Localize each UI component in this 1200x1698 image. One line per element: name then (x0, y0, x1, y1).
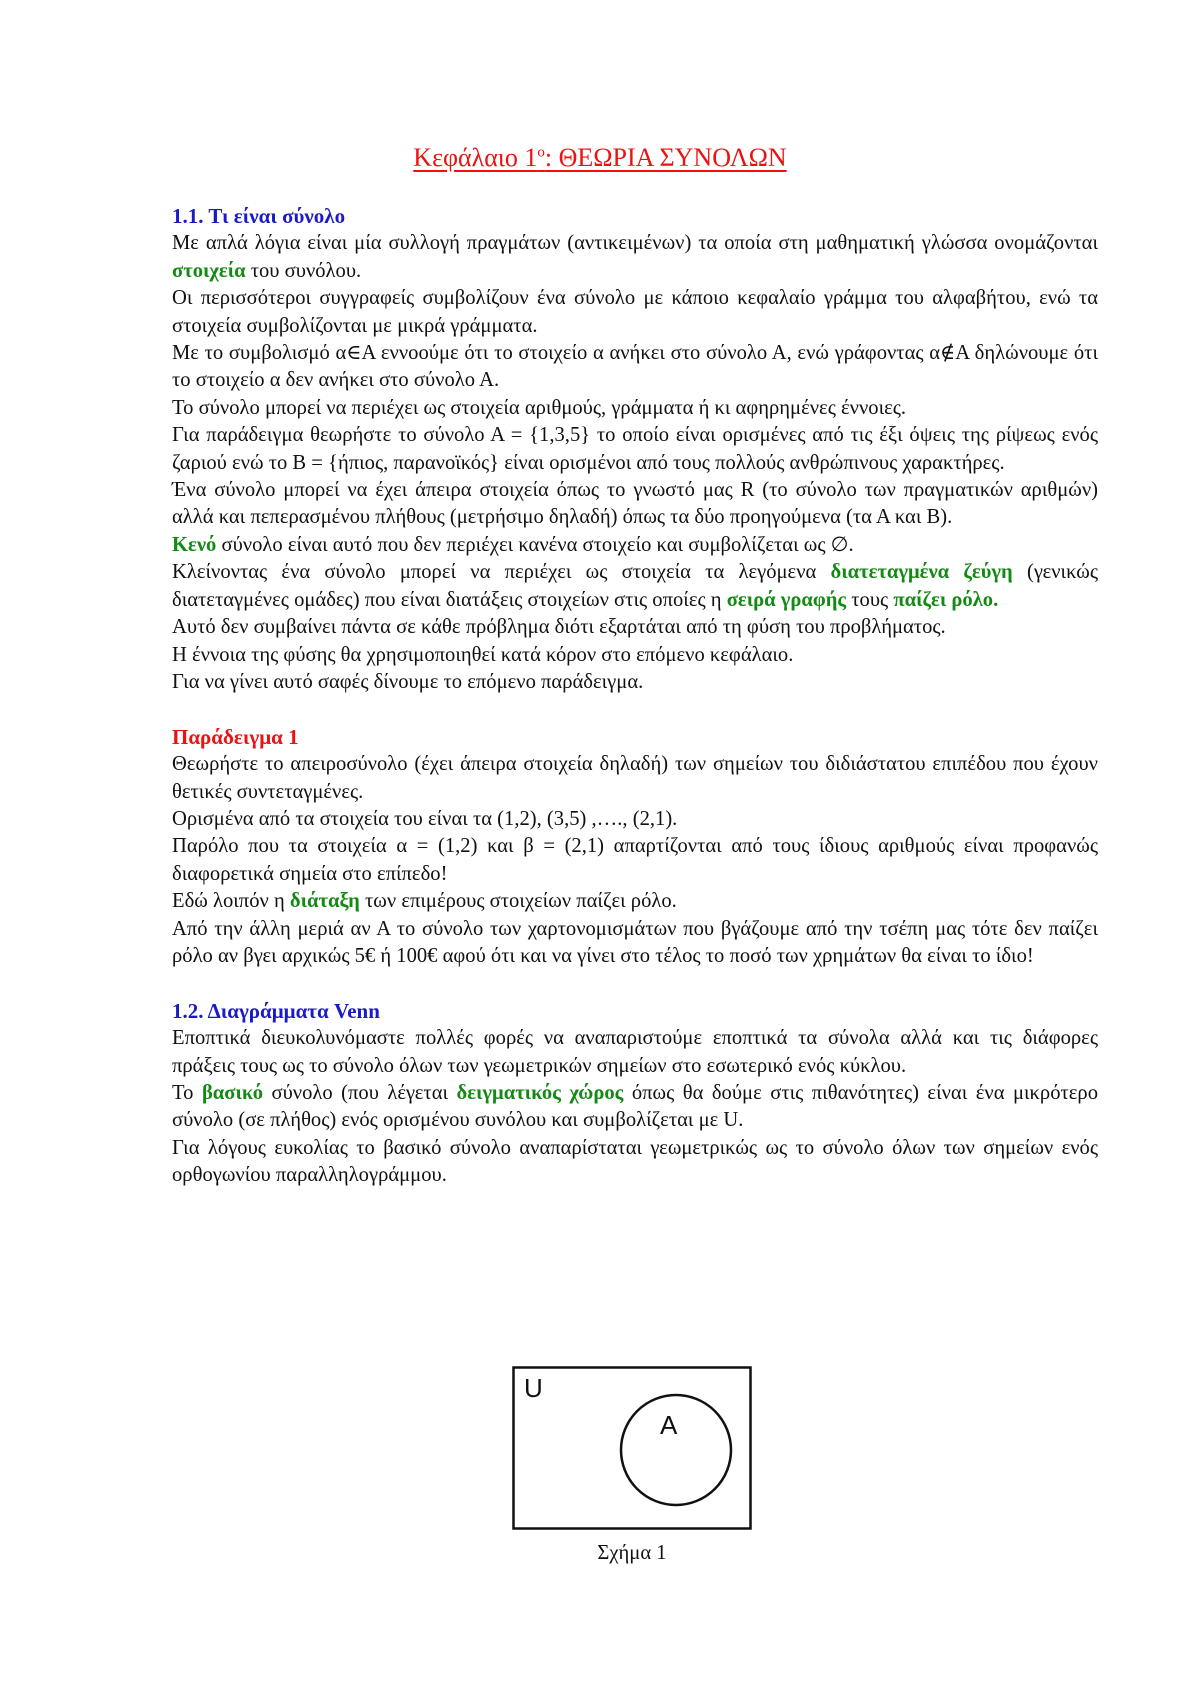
text-run: Με απλά λόγια είναι μία συλλογή πραγμάτων (αντικειμένων) τα οποία στη μαθηματική γλώσσα ονομάζονται (172, 232, 1098, 255)
paragraph: Ένα σύνολο μπορεί να έχει άπειρα στοιχεία όπως το γνωστό μας R (το σύνολο των πραγματικών αριθμών) αλλά και πεπερασμένου πλήθους (μετρήσιμο δηλαδή) όπως τα δύο προηγούμενα (τα Α και Β). (172, 479, 1098, 529)
chapter-title-ordinal: ο (537, 144, 545, 161)
chapter-title-suffix: : ΘΕΩΡΙΑ ΣΥΝΟΛΩΝ (544, 143, 787, 172)
text-run: (γενικώς διατεταγμένες ομάδες) που είναι διατάξεις στοιχείων στις οποίες η (172, 561, 1098, 611)
paragraph: Για να γίνει αυτό σαφές δίνουμε το επόμενο παράδειγμα. (172, 670, 644, 693)
spacer (172, 696, 1098, 723)
venn-figure (512, 1366, 752, 1530)
term-highlight: παίζει ρόλο. (893, 588, 999, 611)
text-run: σύνολο είναι αυτό που δεν περιέχει κανένα στοιχείο και συμβολίζεται ως ∅. (216, 533, 854, 556)
chapter-title (0, 143, 1200, 173)
paragraph: Η έννοια της φύσης θα χρησιμοποιηθεί κατά κόρον στο επόμενο κεφάλαιο. (172, 643, 794, 666)
paragraph (172, 532, 1098, 559)
paragraph (172, 1080, 1098, 1135)
paragraph: Για παράδειγμα θεωρήστε το σύνολο Α = {1,3,5} το οποίο είναι ορισμένες από τις έξι όψεις της ρίψεως ενός ζαριού ενώ το Β = {ήπιος, παρανοϊκός} είναι ορισμένοι από τους πολλούς ανθρώπινους χαρακτήρες. (172, 424, 1098, 474)
text-run: των επιμέρους στοιχείων παίζει ρόλο. (359, 890, 677, 913)
paragraph (172, 559, 1098, 614)
paragraph: Το σύνολο μπορεί να περιέχει ως στοιχεία αριθμούς, γράμματα ή κι αφηρημένες έννοιες. (172, 396, 907, 419)
universal-set-rectangle (514, 1368, 751, 1529)
term-highlight: δειγματικός χώρος (456, 1081, 624, 1104)
term-highlight: διάταξη (289, 890, 360, 913)
text-run: Εδώ λοιπόν η (172, 890, 290, 913)
paragraph: Θεωρήστε το απειροσύνολο (έχει άπειρα στοιχεία δηλαδή) των σημείων του διδιάστατου επιπέδου που έχουν θετικές συντεταγμένες. (172, 753, 1098, 803)
paragraph: Από την άλλη μεριά αν Α το σύνολο των χαρτονομισμάτων που βγάζουμε από την τσέπη μας τότε δεν παίζει ρόλο αν βγει αρχικώς 5€ ή 100€ αφού ότι και να γίνει στο τέλος το ποσό των χρημάτων θα είναι το ίδιο! (172, 917, 1098, 967)
chapter-title-prefix: Κεφάλαιο 1 (413, 143, 538, 172)
term-highlight: σειρά γραφής (726, 588, 847, 611)
term-highlight: στοιχεία (172, 259, 246, 282)
text-run: Κλείνοντας ένα σύνολο μπορεί να περιέχει ως στοιχεία τα λεγόμενα (172, 561, 831, 584)
set-a-label: A (660, 1410, 678, 1440)
paragraph: Με το συμβολισμό α∈Α εννοούμε ότι το στοιχείο α ανήκει στο σύνολο Α, ενώ γράφοντας α∉Α δηλώνουμε ότι το στοιχείο α δεν ανήκει στο σύνολο Α. (172, 342, 1098, 392)
paragraph (172, 230, 1098, 285)
universal-set-label: U (524, 1373, 543, 1403)
paragraph (172, 888, 1098, 915)
example-heading: Παράδειγμα 1 (172, 724, 299, 749)
spacer (172, 970, 1098, 997)
figure-caption: Σχήμα 1 (597, 1542, 667, 1564)
document-body (172, 203, 1098, 1190)
paragraph: Οι περισσότεροι συγγραφείς συμβολίζουν ένα σύνολο με κάποιο κεφαλαίο γράμμα του αλφαβήτου, ενώ τα στοιχεία συμβολίζονται με μικρά γράμματα. (172, 287, 1098, 337)
paragraph: Παρόλο που τα στοιχεία α = (1,2) και β = (2,1) απαρτίζονται από τους ίδιους αριθμούς είναι προφανώς διαφορετικά σημεία στο επίπεδο! (172, 835, 1098, 885)
venn-diagram (512, 1366, 752, 1530)
section-heading-1-1: 1.1. Τι είναι σύνολο (172, 204, 346, 228)
section-heading-1-2: 1.2. Διαγράμματα Venn (172, 998, 380, 1023)
text-run: του συνόλου. (245, 259, 362, 282)
paragraph: Ορισμένα από τα στοιχεία του είναι τα (1,2), (3,5) ,…., (2,1). (172, 807, 678, 830)
term-highlight: βασικό (201, 1081, 264, 1104)
paragraph: Για λόγους ευκολίας το βασικό σύνολο αναπαρίσταται γεωμετρικώς ως το σύνολο όλων των σημείων ενός ορθογωνίου παραλληλογράμμου. (172, 1136, 1098, 1187)
text-run: όπως θα δούμε στις πιθανότητες) είναι ένα μικρότερο σύνολο (σε πλήθος) ενός ορισμένου συνόλου και συμβολίζεται με U. (172, 1081, 1098, 1132)
text-run: τους (846, 588, 894, 611)
term-highlight: διατεταγμένα ζεύγη (830, 561, 1013, 584)
paragraph: Αυτό δεν συμβαίνει πάντα σε κάθε πρόβλημα διότι εξαρτάται από τη φύση του προβλήματος. (172, 616, 946, 639)
text-run: Το (172, 1081, 202, 1104)
term-highlight: Κενό (172, 533, 217, 556)
paragraph: Εποπτικά διευκολυνόμαστε πολλές φορές να αναπαριστούμε εποπτικά τα σύνολα αλλά και τις διάφορες πράξεις τους ως το σύνολο όλων των γεωμετρικών σημείων στο εσωτερικό ενός κύκλου. (172, 1027, 1098, 1077)
text-run: σύνολο (που λέγεται (263, 1081, 457, 1104)
